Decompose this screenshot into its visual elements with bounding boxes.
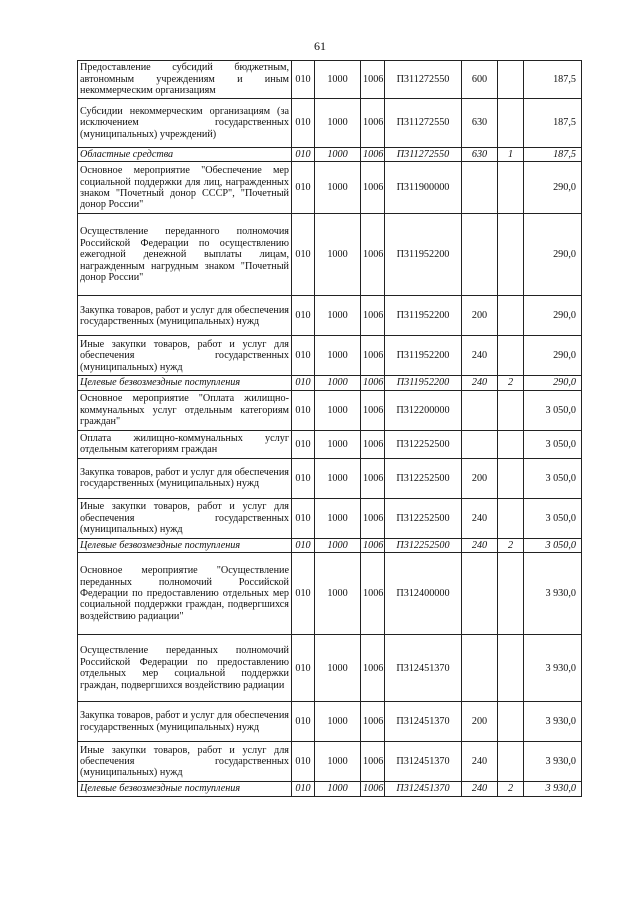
department-code: 010 [292,742,315,782]
table-row [78,61,582,99]
table-row [78,702,582,742]
amount: 290,0 [524,336,582,376]
expense-name: Закупка товаров, работ и услуг для обеспечения государственных (муниципальных) нужд [78,458,292,498]
expense-name: Осуществление переданного полномочия Российской Федерации по осуществлению ежегодной денежной выплаты лицам, награжденным нагрудным знаком "Почетный донор России" [78,214,292,296]
expense-type-code: 200 [462,296,498,336]
funding-source-code [498,99,524,148]
subsection-code: 1006 [361,458,385,498]
department-code: 010 [292,553,315,635]
target-article-code: П312451370 [385,782,462,796]
expense-type-code: 240 [462,782,498,796]
subsection-code: 1006 [361,390,385,430]
expense-type-code [462,162,498,214]
amount: 3 050,0 [524,390,582,430]
section-code: 1000 [315,61,361,99]
funding-source-code [498,390,524,430]
target-article-code: П311952200 [385,336,462,376]
funding-source-code: 2 [498,538,524,552]
expense-name: Предоставление субсидий бюджетным, автономным учреждениям и иным некоммерческим организациям [78,61,292,99]
table-row [78,430,582,458]
funding-source-code [498,458,524,498]
subsection-code: 1006 [361,61,385,99]
target-article-code: П312451370 [385,702,462,742]
expense-type-code [462,390,498,430]
section-code: 1000 [315,390,361,430]
department-code: 010 [292,99,315,148]
target-article-code: П311952200 [385,296,462,336]
target-article-code: П311952200 [385,214,462,296]
target-article-code: П312451370 [385,635,462,702]
target-article-code: П312252500 [385,430,462,458]
expense-name: Целевые безвозмездные поступления [78,376,292,390]
department-code: 010 [292,162,315,214]
subsection-code: 1006 [361,376,385,390]
expense-type-code: 240 [462,538,498,552]
department-code: 010 [292,61,315,99]
department-code: 010 [292,430,315,458]
expense-name: Областные средства [78,148,292,162]
subsection-code: 1006 [361,702,385,742]
section-code: 1000 [315,296,361,336]
department-code: 010 [292,390,315,430]
target-article-code: П312252500 [385,538,462,552]
table-row [78,458,582,498]
section-code: 1000 [315,430,361,458]
department-code: 010 [292,214,315,296]
subsection-code: 1006 [361,99,385,148]
section-code: 1000 [315,742,361,782]
section-code: 1000 [315,162,361,214]
target-article-code: П312400000 [385,553,462,635]
subsection-code: 1006 [361,553,385,635]
expense-name: Оплата жилищно-коммунальных услуг отдельным категориям граждан [78,430,292,458]
table-row [78,99,582,148]
amount: 3 050,0 [524,458,582,498]
department-code: 010 [292,702,315,742]
department-code: 010 [292,635,315,702]
subsection-code: 1006 [361,538,385,552]
subsection-code: 1006 [361,296,385,336]
amount: 290,0 [524,296,582,336]
table-row [78,538,582,552]
amount: 187,5 [524,99,582,148]
expense-type-code: 240 [462,742,498,782]
amount: 3 930,0 [524,702,582,742]
expense-name: Основное мероприятие "Оплата жилищно-коммунальных услуг отдельным категориям граждан" [78,390,292,430]
expense-name: Закупка товаров, работ и услуг для обеспечения государственных (муниципальных) нужд [78,296,292,336]
section-code: 1000 [315,214,361,296]
section-code: 1000 [315,702,361,742]
amount: 290,0 [524,162,582,214]
table-row [78,742,582,782]
subsection-code: 1006 [361,148,385,162]
funding-source-code [498,702,524,742]
target-article-code: П311952200 [385,376,462,390]
funding-source-code [498,61,524,99]
amount: 290,0 [524,376,582,390]
amount: 290,0 [524,214,582,296]
amount: 3 050,0 [524,498,582,538]
funding-source-code [498,214,524,296]
expense-type-code: 200 [462,702,498,742]
expense-type-code: 240 [462,376,498,390]
expense-type-code [462,635,498,702]
funding-source-code: 2 [498,376,524,390]
amount: 3 930,0 [524,742,582,782]
table-row [78,296,582,336]
expense-type-code: 630 [462,99,498,148]
department-code: 010 [292,458,315,498]
amount: 187,5 [524,148,582,162]
table-row [78,376,582,390]
expense-name: Целевые безвозмездные поступления [78,782,292,796]
subsection-code: 1006 [361,742,385,782]
expense-name: Целевые безвозмездные поступления [78,538,292,552]
page-number: 61 [314,39,326,53]
section-code: 1000 [315,148,361,162]
table-row [78,782,582,796]
expense-name: Субсидии некоммерческим организациям (за исключением государственных (муниципальных) учреждений) [78,99,292,148]
department-code: 010 [292,376,315,390]
funding-source-code [498,553,524,635]
expense-type-code: 240 [462,498,498,538]
section-code: 1000 [315,635,361,702]
expense-name: Иные закупки товаров, работ и услуг для обеспечения государственных (муниципальных) нужд [78,336,292,376]
department-code: 010 [292,782,315,796]
table-row [78,498,582,538]
expense-type-code: 200 [462,458,498,498]
target-article-code: П312252500 [385,498,462,538]
subsection-code: 1006 [361,782,385,796]
expense-name: Осуществление переданных полномочий Российской Федерации по предоставлению отдельных мер социальной поддержки граждан, подвергшихся воздействию радиации [78,635,292,702]
amount: 3 930,0 [524,782,582,796]
target-article-code: П312252500 [385,458,462,498]
amount: 3 050,0 [524,430,582,458]
expense-name: Иные закупки товаров, работ и услуг для обеспечения государственных (муниципальных) нужд [78,498,292,538]
amount: 187,5 [524,61,582,99]
funding-source-code [498,336,524,376]
funding-source-code [498,742,524,782]
expense-name: Основное мероприятие "Обеспечение мер социальной поддержки для лиц, награжденных знаком "Почетный донор СССР", "Почетный донор России" [78,162,292,214]
target-article-code: П312451370 [385,742,462,782]
amount: 3 050,0 [524,538,582,552]
expense-name: Закупка товаров, работ и услуг для обеспечения государственных (муниципальных) нужд [78,702,292,742]
subsection-code: 1006 [361,498,385,538]
subsection-code: 1006 [361,162,385,214]
amount: 3 930,0 [524,635,582,702]
expense-type-code [462,430,498,458]
subsection-code: 1006 [361,635,385,702]
expense-type-code: 600 [462,61,498,99]
budget-table [77,60,582,797]
section-code: 1000 [315,498,361,538]
section-code: 1000 [315,376,361,390]
expense-name: Иные закупки товаров, работ и услуг для обеспечения государственных (муниципальных) нужд [78,742,292,782]
target-article-code: П311272550 [385,61,462,99]
section-code: 1000 [315,458,361,498]
table-row [78,336,582,376]
section-code: 1000 [315,336,361,376]
table-row [78,390,582,430]
department-code: 010 [292,336,315,376]
department-code: 010 [292,296,315,336]
expense-type-code [462,214,498,296]
funding-source-code [498,498,524,538]
funding-source-code [498,162,524,214]
expense-type-code: 240 [462,336,498,376]
budget-table-body [78,61,582,797]
target-article-code: П311900000 [385,162,462,214]
funding-source-code [498,296,524,336]
funding-source-code: 2 [498,782,524,796]
table-row [78,162,582,214]
section-code: 1000 [315,99,361,148]
expense-name: Основное мероприятие "Осуществление переданных полномочий Российской Федерации по предоставлению отдельных мер социальной поддержки граждан, подвергшихся воздействию радиации" [78,553,292,635]
funding-source-code: 1 [498,148,524,162]
amount: 3 930,0 [524,553,582,635]
subsection-code: 1006 [361,430,385,458]
expense-type-code [462,553,498,635]
funding-source-code [498,635,524,702]
target-article-code: П311272550 [385,99,462,148]
funding-source-code [498,430,524,458]
department-code: 010 [292,148,315,162]
table-row [78,148,582,162]
subsection-code: 1006 [361,214,385,296]
section-code: 1000 [315,538,361,552]
table-row [78,635,582,702]
subsection-code: 1006 [361,336,385,376]
table-row [78,553,582,635]
target-article-code: П311272550 [385,148,462,162]
section-code: 1000 [315,782,361,796]
expense-type-code: 630 [462,148,498,162]
department-code: 010 [292,538,315,552]
target-article-code: П312200000 [385,390,462,430]
table-row [78,214,582,296]
section-code: 1000 [315,553,361,635]
department-code: 010 [292,498,315,538]
